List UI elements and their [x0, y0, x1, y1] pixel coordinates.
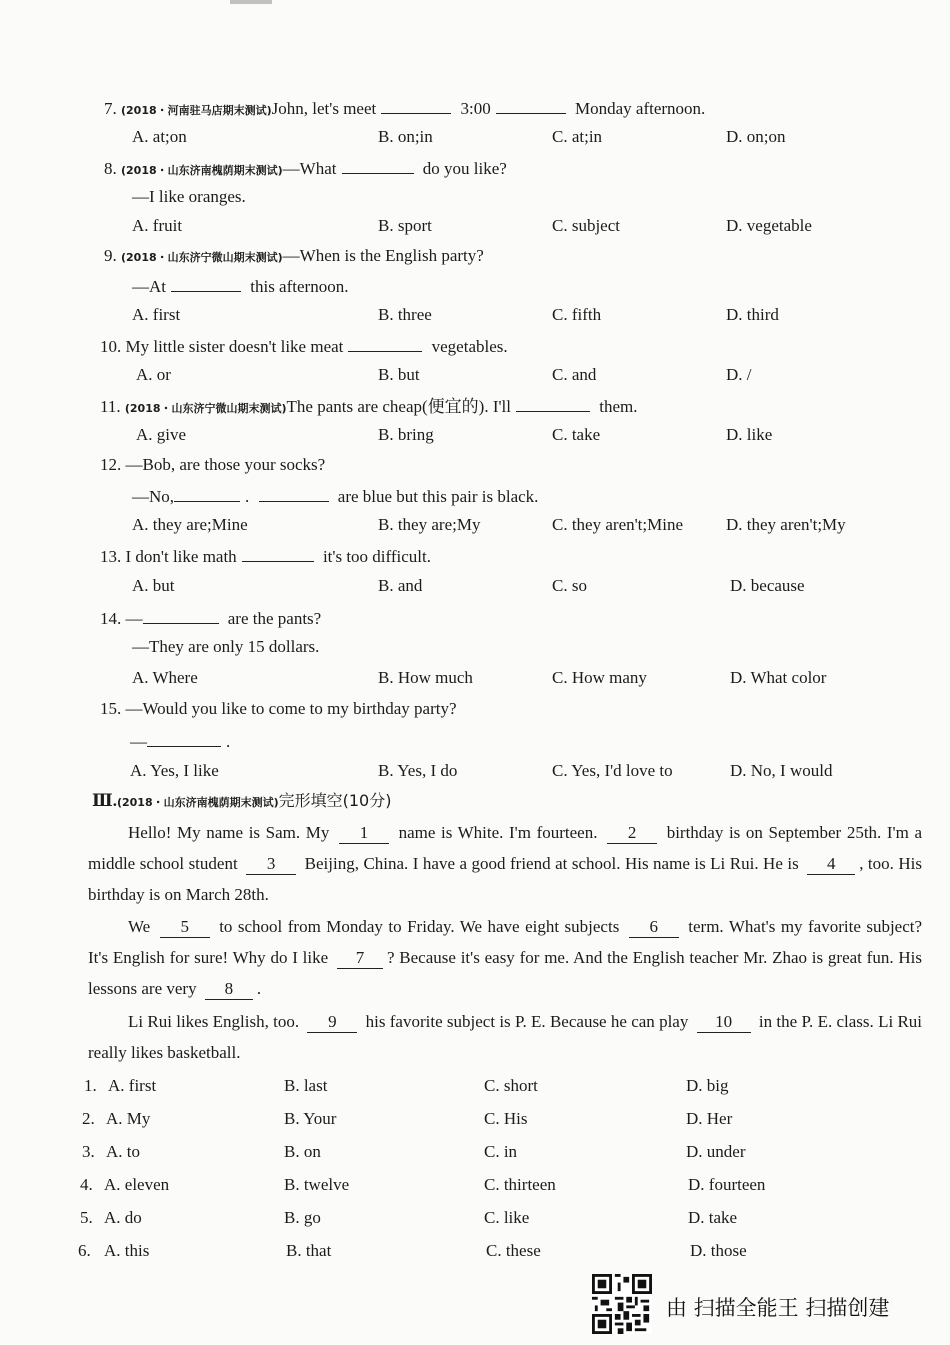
option-c[interactable]: C. take [552, 425, 601, 444]
question-text: them. [599, 397, 638, 416]
option-b[interactable]: B. three [378, 305, 432, 324]
answer-blank[interactable] [348, 334, 422, 352]
dialogue-reply: —At this afternoon. [132, 274, 348, 298]
option-c[interactable]: C. at;in [552, 127, 603, 146]
option-d[interactable]: D. they aren't;My [726, 515, 846, 534]
option-d[interactable]: D. on;on [726, 127, 786, 146]
option-a[interactable]: A. give [136, 425, 187, 444]
option-d[interactable]: D. No, I would [730, 761, 833, 780]
question-text: do you like? [422, 159, 507, 178]
option-c[interactable]: C. they aren't;Mine [552, 515, 684, 534]
option-d[interactable]: D. like [726, 425, 773, 444]
dialogue-reply: —I like oranges. [132, 187, 246, 206]
question-text: 3:00 [460, 99, 491, 118]
option-b[interactable]: B. Your [284, 1109, 337, 1128]
question-number: 15. [100, 699, 122, 718]
option-c[interactable]: C. thirteen [484, 1175, 556, 1194]
answer-blank[interactable] [242, 544, 314, 562]
question-text: —When is the English party? [282, 246, 484, 265]
qr-code-icon [592, 1274, 652, 1334]
question-text: —Would you like to come to my birthday party? [125, 699, 457, 718]
question-source: (2018・山东济南槐荫期末测试) [121, 164, 283, 177]
option-c[interactable]: C. How many [552, 668, 647, 687]
question-text: vegetables. [431, 337, 508, 356]
cloze-blank[interactable]: 9 [307, 1012, 357, 1033]
section-number: Ⅲ. [92, 791, 117, 810]
option-a[interactable]: A. at;on [132, 127, 187, 146]
question-number: 12. [100, 455, 122, 474]
dialogue-reply: —No, . are blue but this pair is black. [132, 484, 538, 508]
cloze-blank[interactable]: 10 [697, 1012, 751, 1033]
option-b[interactable]: B. sport [378, 216, 432, 235]
option-a[interactable]: A. to [106, 1142, 140, 1161]
option-c[interactable]: C. like [484, 1208, 530, 1227]
question-text: John, let's meet [271, 99, 377, 118]
question-text: —Bob, are those your socks? [125, 455, 326, 474]
question-7 [104, 96, 705, 122]
cloze-item-number: 4. [80, 1175, 93, 1194]
question-number: 13. [100, 547, 122, 566]
question-number: 8. [104, 159, 117, 178]
section-title: 完形填空(10分) [278, 791, 392, 810]
option-d[interactable]: D. those [690, 1241, 747, 1260]
passage-paragraph-1: Hello! My name is Sam. My 1 name is White. I'm fourteen. 2 birthday is on September 25th. I'm a middle school student 3 Beijing, China. I have a good friend at school. His name is Li Rui. He is 4 , too. His birthday is on March 28th. [88, 823, 922, 904]
question-8 [104, 156, 507, 182]
cloze-item-number: 5. [80, 1208, 93, 1227]
option-c[interactable]: C. these [486, 1241, 541, 1260]
option-a[interactable]: A. this [104, 1241, 150, 1260]
question-text: My little sister doesn't like meat [125, 337, 344, 356]
option-b[interactable]: B. How much [378, 668, 473, 687]
option-a[interactable]: A. first [132, 305, 181, 324]
option-a[interactable]: A. My [106, 1109, 151, 1128]
option-c[interactable]: C. subject [552, 216, 620, 235]
question-number: 7. [104, 99, 117, 118]
answer-blank[interactable] [174, 484, 240, 502]
option-c[interactable]: C. so [552, 576, 587, 595]
section-heading [92, 790, 391, 814]
option-b[interactable]: B. but [378, 365, 420, 384]
question-14 [100, 606, 321, 630]
question-9 [104, 245, 484, 269]
option-b[interactable]: B. they are;My [378, 515, 481, 534]
scan-artifact [230, 0, 272, 4]
answer-blank[interactable] [516, 394, 590, 412]
option-c[interactable]: C. in [484, 1142, 518, 1161]
option-d[interactable]: D. big [686, 1076, 729, 1095]
scanner-watermark: 由 扫描全能王 扫描创建 [666, 1296, 890, 1320]
question-text: are the pants? [227, 609, 322, 628]
question-number: 9. [104, 246, 117, 265]
question-10 [100, 334, 508, 358]
option-b[interactable]: B. on;in [378, 127, 433, 146]
question-source: (2018・河南驻马店期末测试) [121, 104, 272, 117]
question-text: The pants are cheap(便宜的). I'll [286, 397, 511, 416]
cloze-blank[interactable]: 1 [339, 823, 389, 844]
question-text: —What [282, 159, 337, 178]
cloze-blank[interactable]: 5 [160, 917, 210, 938]
cloze-item-number: 3. [82, 1142, 95, 1161]
dialogue-reply: —They are only 15 dollars. [132, 637, 320, 656]
cloze-blank[interactable]: 7 [337, 948, 383, 969]
option-b[interactable]: B. that [286, 1241, 332, 1260]
question-text: it's too difficult. [322, 547, 431, 566]
option-a[interactable]: A. do [104, 1208, 142, 1227]
answer-blank[interactable] [381, 96, 451, 114]
answer-blank[interactable] [147, 729, 221, 747]
question-number: 14. [100, 609, 122, 628]
question-source: (2018・山东济宁微山期末测试) [121, 251, 283, 264]
question-11 [100, 394, 638, 420]
option-d[interactable]: D. third [726, 305, 779, 324]
cloze-blank[interactable]: 2 [607, 823, 657, 844]
option-a[interactable]: A. or [136, 365, 171, 384]
cloze-item-number: 6. [78, 1241, 91, 1260]
option-a[interactable]: A. but [132, 576, 175, 595]
option-a[interactable]: A. Yes, I like [130, 761, 219, 780]
cloze-blank[interactable]: 4 [807, 854, 855, 875]
option-d[interactable]: D. take [688, 1208, 738, 1227]
cloze-blank[interactable]: 3 [246, 854, 296, 875]
option-a[interactable]: A. they are;Mine [132, 515, 248, 534]
question-text: I don't like math [125, 547, 237, 566]
option-d[interactable]: D. vegetable [726, 216, 812, 235]
question-13 [100, 544, 431, 568]
question-12 [100, 454, 325, 476]
dialogue-reply: — . [130, 729, 230, 753]
cloze-blank[interactable]: 8 [205, 979, 253, 1000]
option-d[interactable]: D. because [730, 576, 805, 595]
option-d[interactable]: D. Her [686, 1109, 733, 1128]
option-a[interactable]: A. first [108, 1076, 157, 1095]
section-source: (2018・山东济南槐荫期末测试) [116, 796, 279, 809]
option-b[interactable]: B. bring [378, 425, 434, 444]
option-c[interactable]: C. fifth [552, 305, 602, 324]
option-b[interactable]: B. Yes, I do [378, 761, 458, 780]
option-d[interactable]: D. fourteen [688, 1175, 766, 1194]
option-c[interactable]: C. Yes, I'd love to [552, 761, 673, 780]
question-number: 10. [100, 337, 122, 356]
option-c[interactable]: C. short [484, 1076, 538, 1095]
answer-blank[interactable] [342, 156, 414, 174]
option-d[interactable]: D. under [686, 1142, 746, 1161]
passage-paragraph-3: Li Rui likes English, too. 9 his favorite subject is P. E. Because he can play 10 in the P. E. class. Li Rui really likes basketball. [88, 1012, 923, 1062]
question-text: — [125, 609, 143, 628]
answer-blank[interactable] [171, 274, 241, 292]
option-c[interactable]: C. His [484, 1109, 528, 1128]
option-a[interactable]: A. eleven [104, 1175, 170, 1194]
option-b[interactable]: B. on [284, 1142, 321, 1161]
passage-paragraph-2: We 5 to school from Monday to Friday. We have eight subjects 6 term. What's my favorite subject? It's English for sure! Why do I like 7 ? Because it's easy for me. And the English teacher Mr. Zhao is great fun. His lessons are very 8 . [88, 917, 923, 998]
answer-blank[interactable] [496, 96, 566, 114]
option-b[interactable]: B. and [378, 576, 423, 595]
option-b[interactable]: B. go [284, 1208, 321, 1227]
option-d[interactable]: D. / [726, 365, 752, 384]
cloze-item-number: 1. [84, 1076, 97, 1095]
option-a[interactable]: A. Where [132, 668, 198, 687]
cloze-blank[interactable]: 6 [629, 917, 679, 938]
answer-blank[interactable] [259, 484, 329, 502]
option-b[interactable]: B. twelve [284, 1175, 350, 1194]
answer-blank[interactable] [143, 606, 219, 624]
option-c[interactable]: C. and [552, 365, 597, 384]
question-text: Monday afternoon. [574, 99, 706, 118]
option-a[interactable]: A. fruit [132, 216, 183, 235]
cloze-item-number: 2. [82, 1109, 95, 1128]
option-d[interactable]: D. What color [730, 668, 827, 687]
question-number: 11. [100, 397, 121, 416]
question-source: (2018・山东济宁微山期末测试) [124, 402, 287, 415]
option-b[interactable]: B. last [284, 1076, 328, 1095]
question-15 [100, 698, 457, 720]
